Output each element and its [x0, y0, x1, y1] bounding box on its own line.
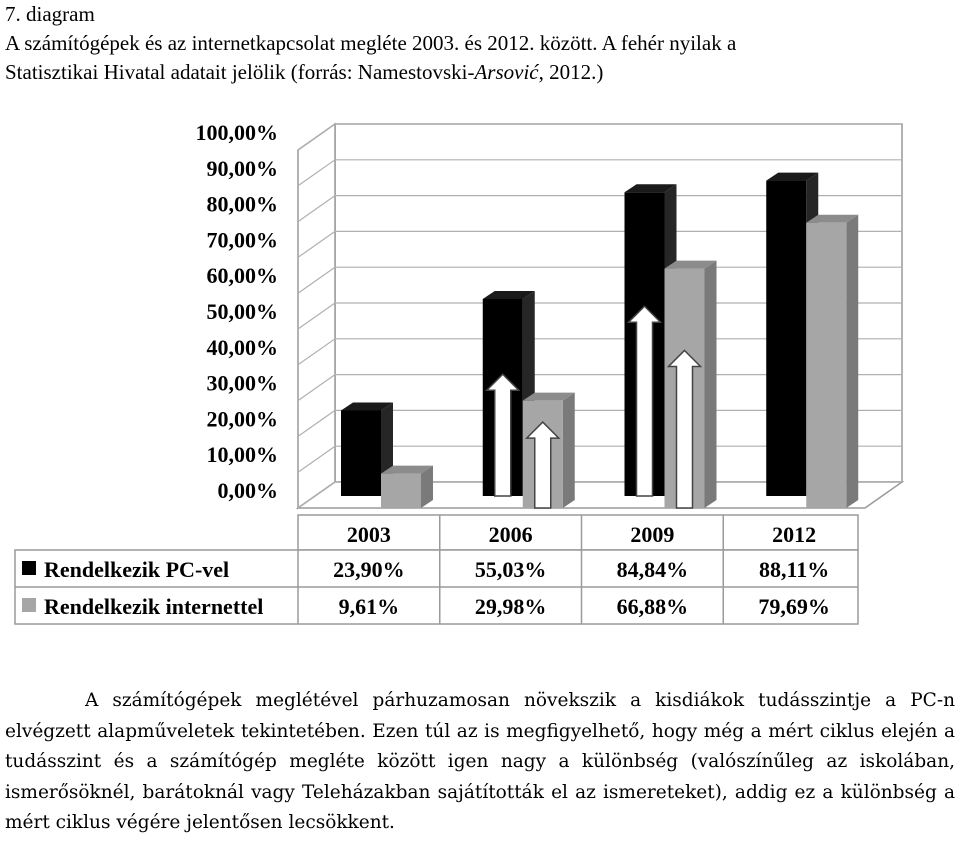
- bar-2003-internet: [381, 474, 421, 508]
- legend-label: Rendelkezik internettel: [44, 594, 264, 619]
- legend-label: Rendelkezik PC-vel: [44, 557, 230, 582]
- data-label: 9,61%: [338, 594, 400, 619]
- legend-swatch: [22, 598, 36, 612]
- legend-swatch: [22, 561, 36, 575]
- x-tick-label: 2012: [772, 522, 817, 547]
- body-paragraph: [5, 686, 955, 839]
- x-tick-label: 2009: [630, 522, 675, 547]
- x-tick-label: 2006: [488, 522, 533, 547]
- data-label: 66,88%: [616, 594, 689, 619]
- bar-2003-pc: [341, 410, 381, 496]
- bar-side: [846, 215, 858, 508]
- data-label: 79,69%: [758, 594, 830, 619]
- y-tick-label: 100,00%: [195, 120, 278, 145]
- bar-2012-internet: [806, 223, 846, 508]
- y-tick-label: 60,00%: [206, 263, 278, 289]
- caption-line-1: 7. diagram: [5, 2, 95, 26]
- y-tick-label: 10,00%: [206, 442, 278, 468]
- data-label: 84,84%: [616, 557, 689, 582]
- paragraph-text: A számítógépek meglétével párhuzamosan növekszik a kisdiákok tudásszintje a PC-n elvégzett alapműveletek tekintetében. Ezen túl az is megfigyelhető, hogy még a mért ciklus elején a tudásszint és a számítógép megléte között igen nagy a különbség (valószínűleg az iskolában, ismerősöknél, barátoknál vagy Teleházakban sajátították el az ismereteket), addig ez a különbség a mért ciklus végére jelentősen lecsökkent.: [5, 690, 955, 833]
- y-tick-label: 90,00%: [206, 155, 278, 181]
- bar-side: [705, 261, 717, 508]
- bar-side: [563, 393, 575, 508]
- caption-line-3: [5, 58, 955, 87]
- y-tick-label: 50,00%: [206, 299, 278, 324]
- figure-caption: [5, 0, 955, 87]
- y-tick-label: 20,00%: [206, 406, 278, 432]
- y-tick-label: 0,00%: [217, 478, 278, 503]
- bar-2012-pc: [766, 181, 806, 496]
- y-tick-label: 70,00%: [206, 227, 278, 253]
- x-tick-label: 2003: [346, 522, 391, 547]
- data-label: 29,98%: [474, 594, 547, 619]
- y-tick-label: 40,00%: [206, 334, 278, 360]
- y-tick-label: 80,00%: [206, 191, 278, 217]
- y-tick-label: 30,00%: [206, 370, 278, 396]
- caption-line-3-end: , 2012.): [538, 60, 604, 84]
- caption-line-3-text: Statisztikai Hivatal adatait jelölik (forrás: Namestovski-: [5, 60, 475, 84]
- bar-chart: [0, 110, 960, 640]
- data-label: 23,90%: [333, 557, 405, 582]
- caption-author-italic: Arsović: [474, 60, 539, 84]
- data-label: 55,03%: [474, 557, 547, 582]
- data-label: 88,11%: [758, 557, 830, 582]
- caption-line-2: A számítógépek és az internetkapcsolat megléte 2003. és 2012. között. A fehér nyilak a: [5, 31, 737, 55]
